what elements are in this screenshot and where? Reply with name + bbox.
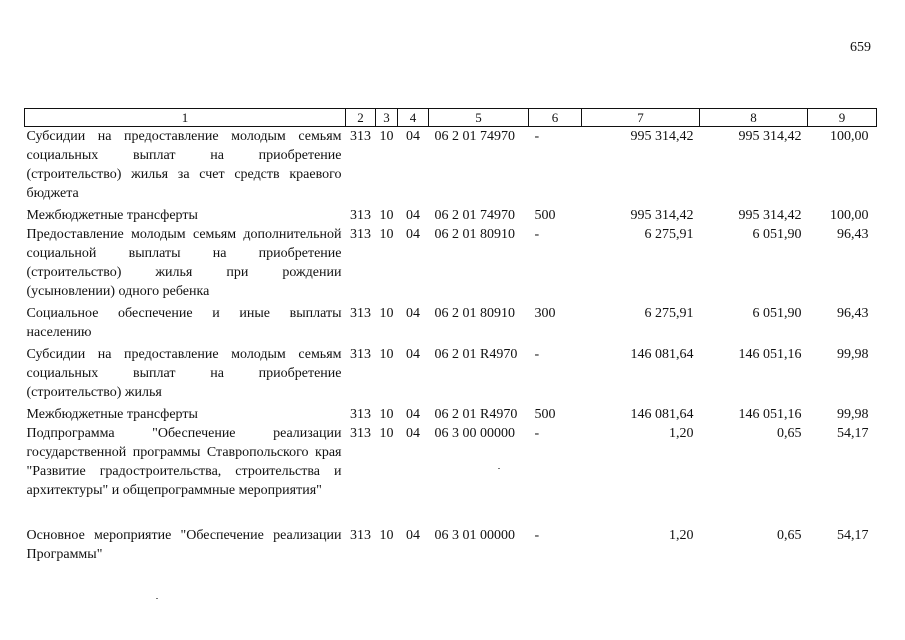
row-code-target: 06 2 01 R4970: [434, 407, 518, 422]
table-row: [25, 206, 877, 225]
row-code-expense-type: -: [534, 347, 540, 362]
row-code-section: 10: [379, 426, 394, 441]
scan-speck: [498, 468, 500, 469]
table-row: [25, 405, 877, 424]
row-name: Межбюджетные трансферты: [26, 208, 198, 223]
row-planned-amount: 1,20: [669, 528, 694, 543]
row-code-admin: 313: [350, 208, 371, 223]
row-percent: 54,17: [837, 528, 869, 543]
row-percent: 96,43: [837, 227, 869, 242]
row-planned-amount: 995 314,42: [630, 208, 694, 223]
row-code-admin: 313: [350, 347, 371, 362]
column-header-7: 7: [582, 109, 700, 127]
table-row: [25, 424, 877, 526]
row-actual-amount: 995 314,42: [738, 208, 802, 223]
row-code-subsection: 04: [406, 208, 420, 223]
row-name: Основное мероприятие "Обеспечение реализации Программы": [26, 528, 342, 562]
row-code-expense-type: -: [534, 528, 540, 543]
row-code-expense-type: 500: [534, 208, 556, 223]
budget-table: [24, 108, 877, 564]
row-code-admin: 313: [350, 528, 371, 543]
row-actual-amount: 6 051,90: [752, 227, 802, 242]
column-header-2: 2: [346, 109, 376, 127]
row-name: Субсидии на предоставление молодым семьям социальных выплат на приобретение (строительство) жилья: [26, 347, 342, 400]
row-code-admin: 313: [350, 227, 371, 242]
row-actual-amount: 6 051,90: [752, 306, 802, 321]
row-code-section: 10: [379, 227, 394, 242]
row-code-expense-type: -: [534, 227, 540, 242]
row-code-expense-type: -: [534, 426, 540, 441]
row-code-section: 10: [379, 528, 394, 543]
row-name: Субсидии на предоставление молодым семьям социальных выплат на приобретение (строительство) жилья за счет средств краевого бюджета: [26, 129, 342, 201]
column-header-5: 5: [429, 109, 529, 127]
row-code-target: 06 2 01 80910: [434, 227, 515, 242]
table-row: [25, 225, 877, 304]
row-code-target: 06 2 01 74970: [434, 208, 515, 223]
row-code-section: 10: [379, 407, 394, 422]
column-header-6: 6: [529, 109, 582, 127]
row-percent: 99,98: [837, 347, 869, 362]
row-percent: 54,17: [837, 426, 869, 441]
row-planned-amount: 995 314,42: [630, 129, 694, 144]
row-name: Межбюджетные трансферты: [26, 407, 198, 422]
table-row: [25, 345, 877, 405]
row-planned-amount: 6 275,91: [644, 306, 694, 321]
row-code-target: 06 2 01 80910: [434, 306, 515, 321]
row-percent: 96,43: [837, 306, 869, 321]
column-header-1: 1: [25, 109, 346, 127]
row-code-admin: 313: [350, 306, 371, 321]
table-row: [25, 526, 877, 564]
row-actual-amount: 0,65: [777, 528, 802, 543]
row-code-target: 06 2 01 74970: [434, 129, 515, 144]
row-code-section: 10: [379, 306, 394, 321]
row-code-target: 06 2 01 R4970: [434, 347, 518, 362]
row-name: Предоставление молодым семьям дополнительной социальной выплаты на приобретение (строительство) жилья при рождении (усыновлении) одного ребенка: [26, 227, 342, 299]
row-code-subsection: 04: [406, 129, 420, 144]
row-actual-amount: 0,65: [777, 426, 802, 441]
row-percent: 100,00: [830, 208, 869, 223]
column-header-4: 4: [398, 109, 429, 127]
row-code-expense-type: -: [534, 129, 540, 144]
row-code-section: 10: [379, 129, 394, 144]
column-header-9: 9: [808, 109, 877, 127]
row-code-subsection: 04: [406, 227, 420, 242]
row-code-subsection: 04: [406, 426, 420, 441]
row-planned-amount: 146 081,64: [630, 407, 694, 422]
row-code-section: 10: [379, 208, 394, 223]
row-code-admin: 313: [350, 129, 371, 144]
table-row: [25, 304, 877, 345]
row-actual-amount: 146 051,16: [738, 347, 802, 362]
row-code-admin: 313: [350, 426, 371, 441]
row-planned-amount: 1,20: [669, 426, 694, 441]
row-code-expense-type: 500: [534, 407, 556, 422]
row-name: Социальное обеспечение и иные выплаты населению: [26, 306, 342, 340]
row-code-admin: 313: [350, 407, 371, 422]
row-percent: 100,00: [830, 129, 869, 144]
column-header-3: 3: [376, 109, 398, 127]
row-code-subsection: 04: [406, 407, 420, 422]
row-percent: 99,98: [837, 407, 869, 422]
scan-speck: [156, 598, 158, 599]
table-row: [25, 127, 877, 207]
row-planned-amount: 6 275,91: [644, 227, 694, 242]
header-row: [25, 109, 877, 127]
row-code-subsection: 04: [406, 528, 420, 543]
row-code-subsection: 04: [406, 347, 420, 362]
row-planned-amount: 146 081,64: [630, 347, 694, 362]
row-code-target: 06 3 01 00000: [434, 528, 515, 543]
row-name: Подпрограмма "Обеспечение реализации государственной программы Ставропольского края "Развитие градостроительства, строительства и архитектуры" и общепрограммные мероприятия": [26, 426, 342, 498]
row-code-section: 10: [379, 347, 394, 362]
row-code-target: 06 3 00 00000: [434, 426, 515, 441]
page-number: 659: [850, 40, 871, 55]
row-code-expense-type: 300: [534, 306, 556, 321]
row-actual-amount: 995 314,42: [738, 129, 802, 144]
row-actual-amount: 146 051,16: [738, 407, 802, 422]
row-code-subsection: 04: [406, 306, 420, 321]
column-header-8: 8: [700, 109, 808, 127]
